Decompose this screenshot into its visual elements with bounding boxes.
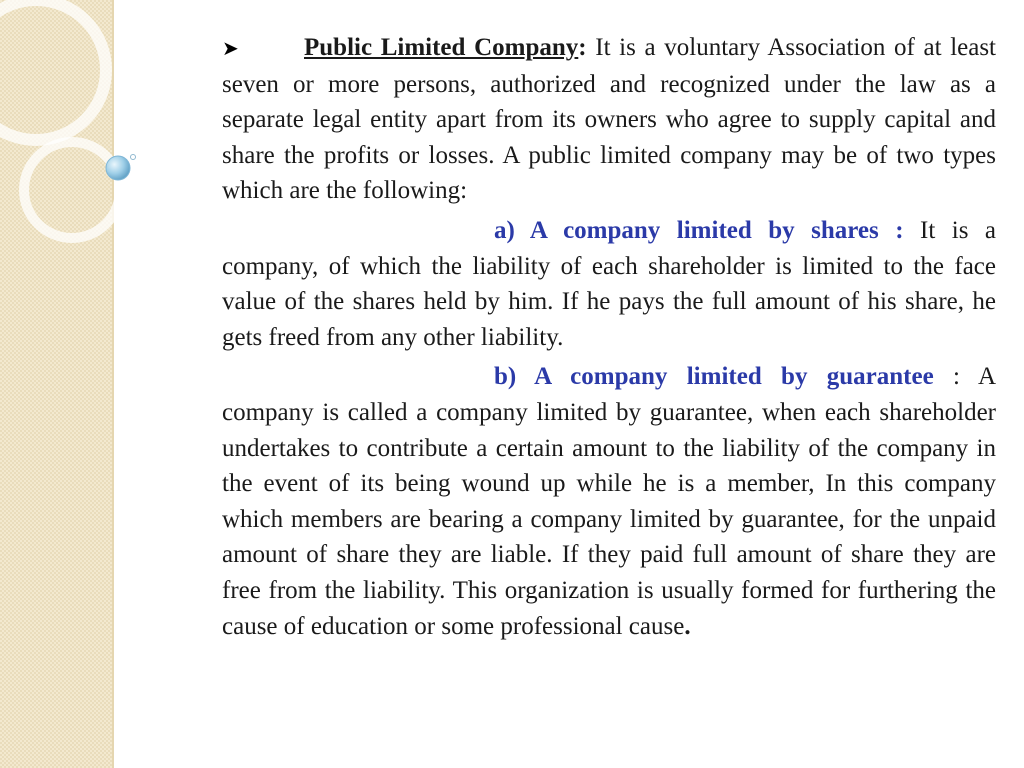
intro-text: It is a voluntary Association of at least seven or more persons, authorized and recognized under the law as a separate legal entity apart from its owners who agree to supply capital and share the profits or losses. A public limited company may be of two types which are the following: (222, 34, 997, 205)
small-circle-marker (131, 155, 136, 160)
type-b-title: b) A company limited by guarantee (494, 363, 934, 391)
heading-colon: : (578, 34, 587, 61)
type-a-title: a) A company limited by shares : (494, 216, 904, 244)
blue-orb-shape (106, 156, 130, 180)
type-a-text: It is a company, of which the liability of each shareholder is limited to the face value of the shares held by him. If he pays the full amount of his share, he gets freed from any other liability. (222, 216, 997, 351)
type-b-paragraph (222, 359, 996, 644)
large-ring-shape (0, 0, 106, 140)
decorative-rings (0, 0, 150, 300)
small-ring-shape (24, 142, 120, 238)
slide-content (222, 30, 996, 644)
type-b-separator: : (953, 363, 960, 391)
type-b-end-mark: . (684, 612, 691, 640)
intro-paragraph (222, 30, 996, 209)
heading-public-limited-company: Public Limited Company (304, 34, 579, 61)
arrow-bullet-icon: ➤ (222, 36, 239, 60)
type-b-text: A company is called a company limited by guarantee, when each shareholder undertakes to contribute a certain amount to the liability of the company in the event of its being wound up while he is a member, In this company which members are bearing a company limited by guarantee, for the unpaid amount of share they are liable. If they paid full amount of share they are free from the liability. This organization is usually formed for furthering the cause of education or some professional cause (222, 363, 996, 640)
type-a-paragraph (222, 213, 996, 355)
